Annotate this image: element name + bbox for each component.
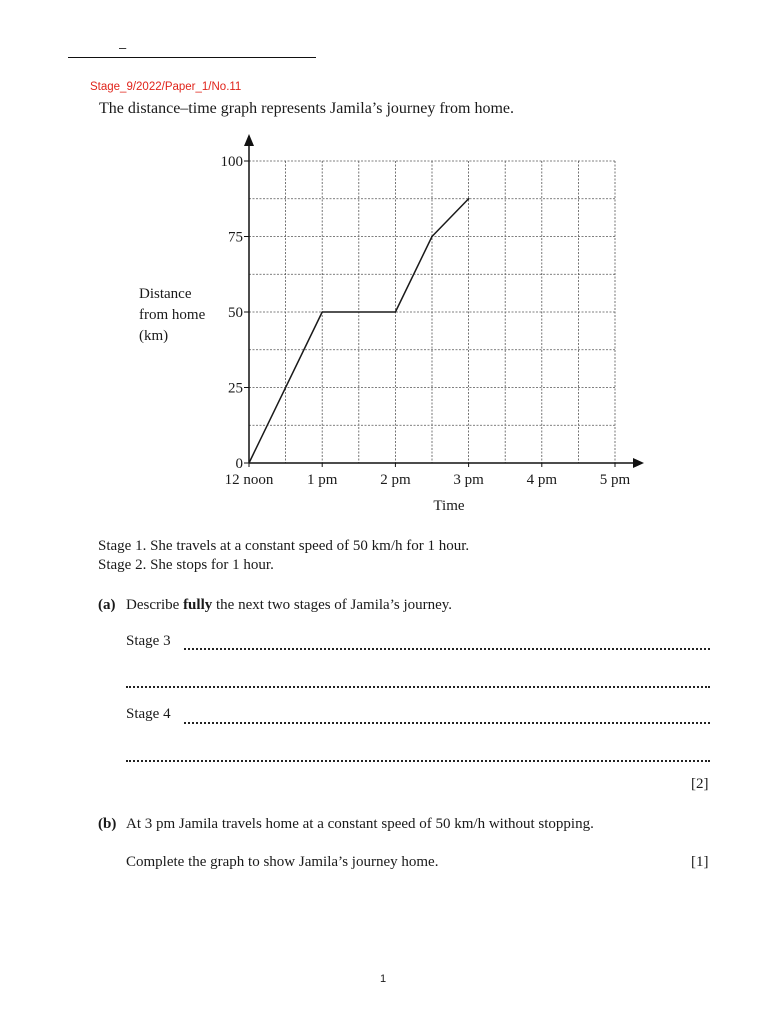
- chart-axis-labels: [139, 286, 465, 514]
- journey-point: [321, 311, 323, 313]
- stage-4-answer-line-2[interactable]: [126, 760, 710, 762]
- stage-4-answer-line-1[interactable]: [184, 722, 710, 724]
- journey-point: [431, 236, 433, 238]
- y-tick-label: 100: [220, 154, 243, 170]
- x-tick-label: 12 noon: [224, 472, 274, 488]
- header-mark: –: [119, 40, 127, 55]
- chart-grid: [249, 161, 615, 463]
- question-reference: Stage_9/2022/Paper_1/No.11: [90, 81, 242, 93]
- part-a-label: (a): [98, 597, 116, 613]
- y-axis-label-line: from home: [139, 307, 206, 323]
- stage-3-answer-line-2[interactable]: [126, 686, 710, 688]
- y-tick-label: 50: [228, 305, 243, 321]
- x-tick-label: 4 pm: [526, 472, 558, 488]
- y-tick-label: 75: [228, 229, 243, 246]
- stage-1-text: Stage 1. She travels at a constant speed of 50 km/h for 1 hour.: [98, 538, 470, 554]
- y-axis-label-line: (km): [139, 328, 169, 344]
- part-b-marks: [1]: [691, 854, 709, 870]
- stage-3-label: Stage 3: [126, 633, 171, 649]
- x-tick-label: 1 pm: [306, 472, 338, 488]
- part-b-question: At 3 pm Jamila travels home at a constant speed of 50 km/h without stopping.: [126, 816, 594, 832]
- journey-point: [395, 311, 397, 313]
- journey-point: [468, 198, 470, 200]
- part-b-label: (b): [98, 816, 117, 832]
- part-a-question: Describe fully the next two stages of Jamila’s journey.: [126, 597, 453, 613]
- x-axis-label: Time: [433, 498, 465, 514]
- x-tick-label: 5 pm: [599, 472, 631, 488]
- page-number: 1: [380, 973, 387, 985]
- x-tick-label: 2 pm: [380, 472, 411, 488]
- journey-point: [248, 462, 250, 464]
- y-tick-label: 25: [228, 380, 243, 397]
- intro-text: The distance–time graph represents Jamila’s journey from home.: [99, 100, 514, 117]
- x-axis-arrow: [633, 458, 644, 468]
- y-axis-label-line: Distance: [139, 286, 192, 302]
- y-axis-arrow: [244, 134, 254, 146]
- stage-3-answer-line-1[interactable]: [184, 648, 710, 650]
- part-a-marks: [2]: [691, 776, 709, 792]
- y-tick-label: 0: [235, 456, 243, 472]
- stage-4-label: Stage 4: [126, 706, 171, 722]
- part-b-instruction: Complete the graph to show Jamila’s journey home.: [126, 854, 439, 870]
- x-tick-label: 3 pm: [453, 472, 484, 488]
- chart-tick-labels: [221, 154, 631, 488]
- stage-2-text: Stage 2. She stops for 1 hour.: [98, 557, 274, 573]
- chart-axes: [244, 134, 644, 468]
